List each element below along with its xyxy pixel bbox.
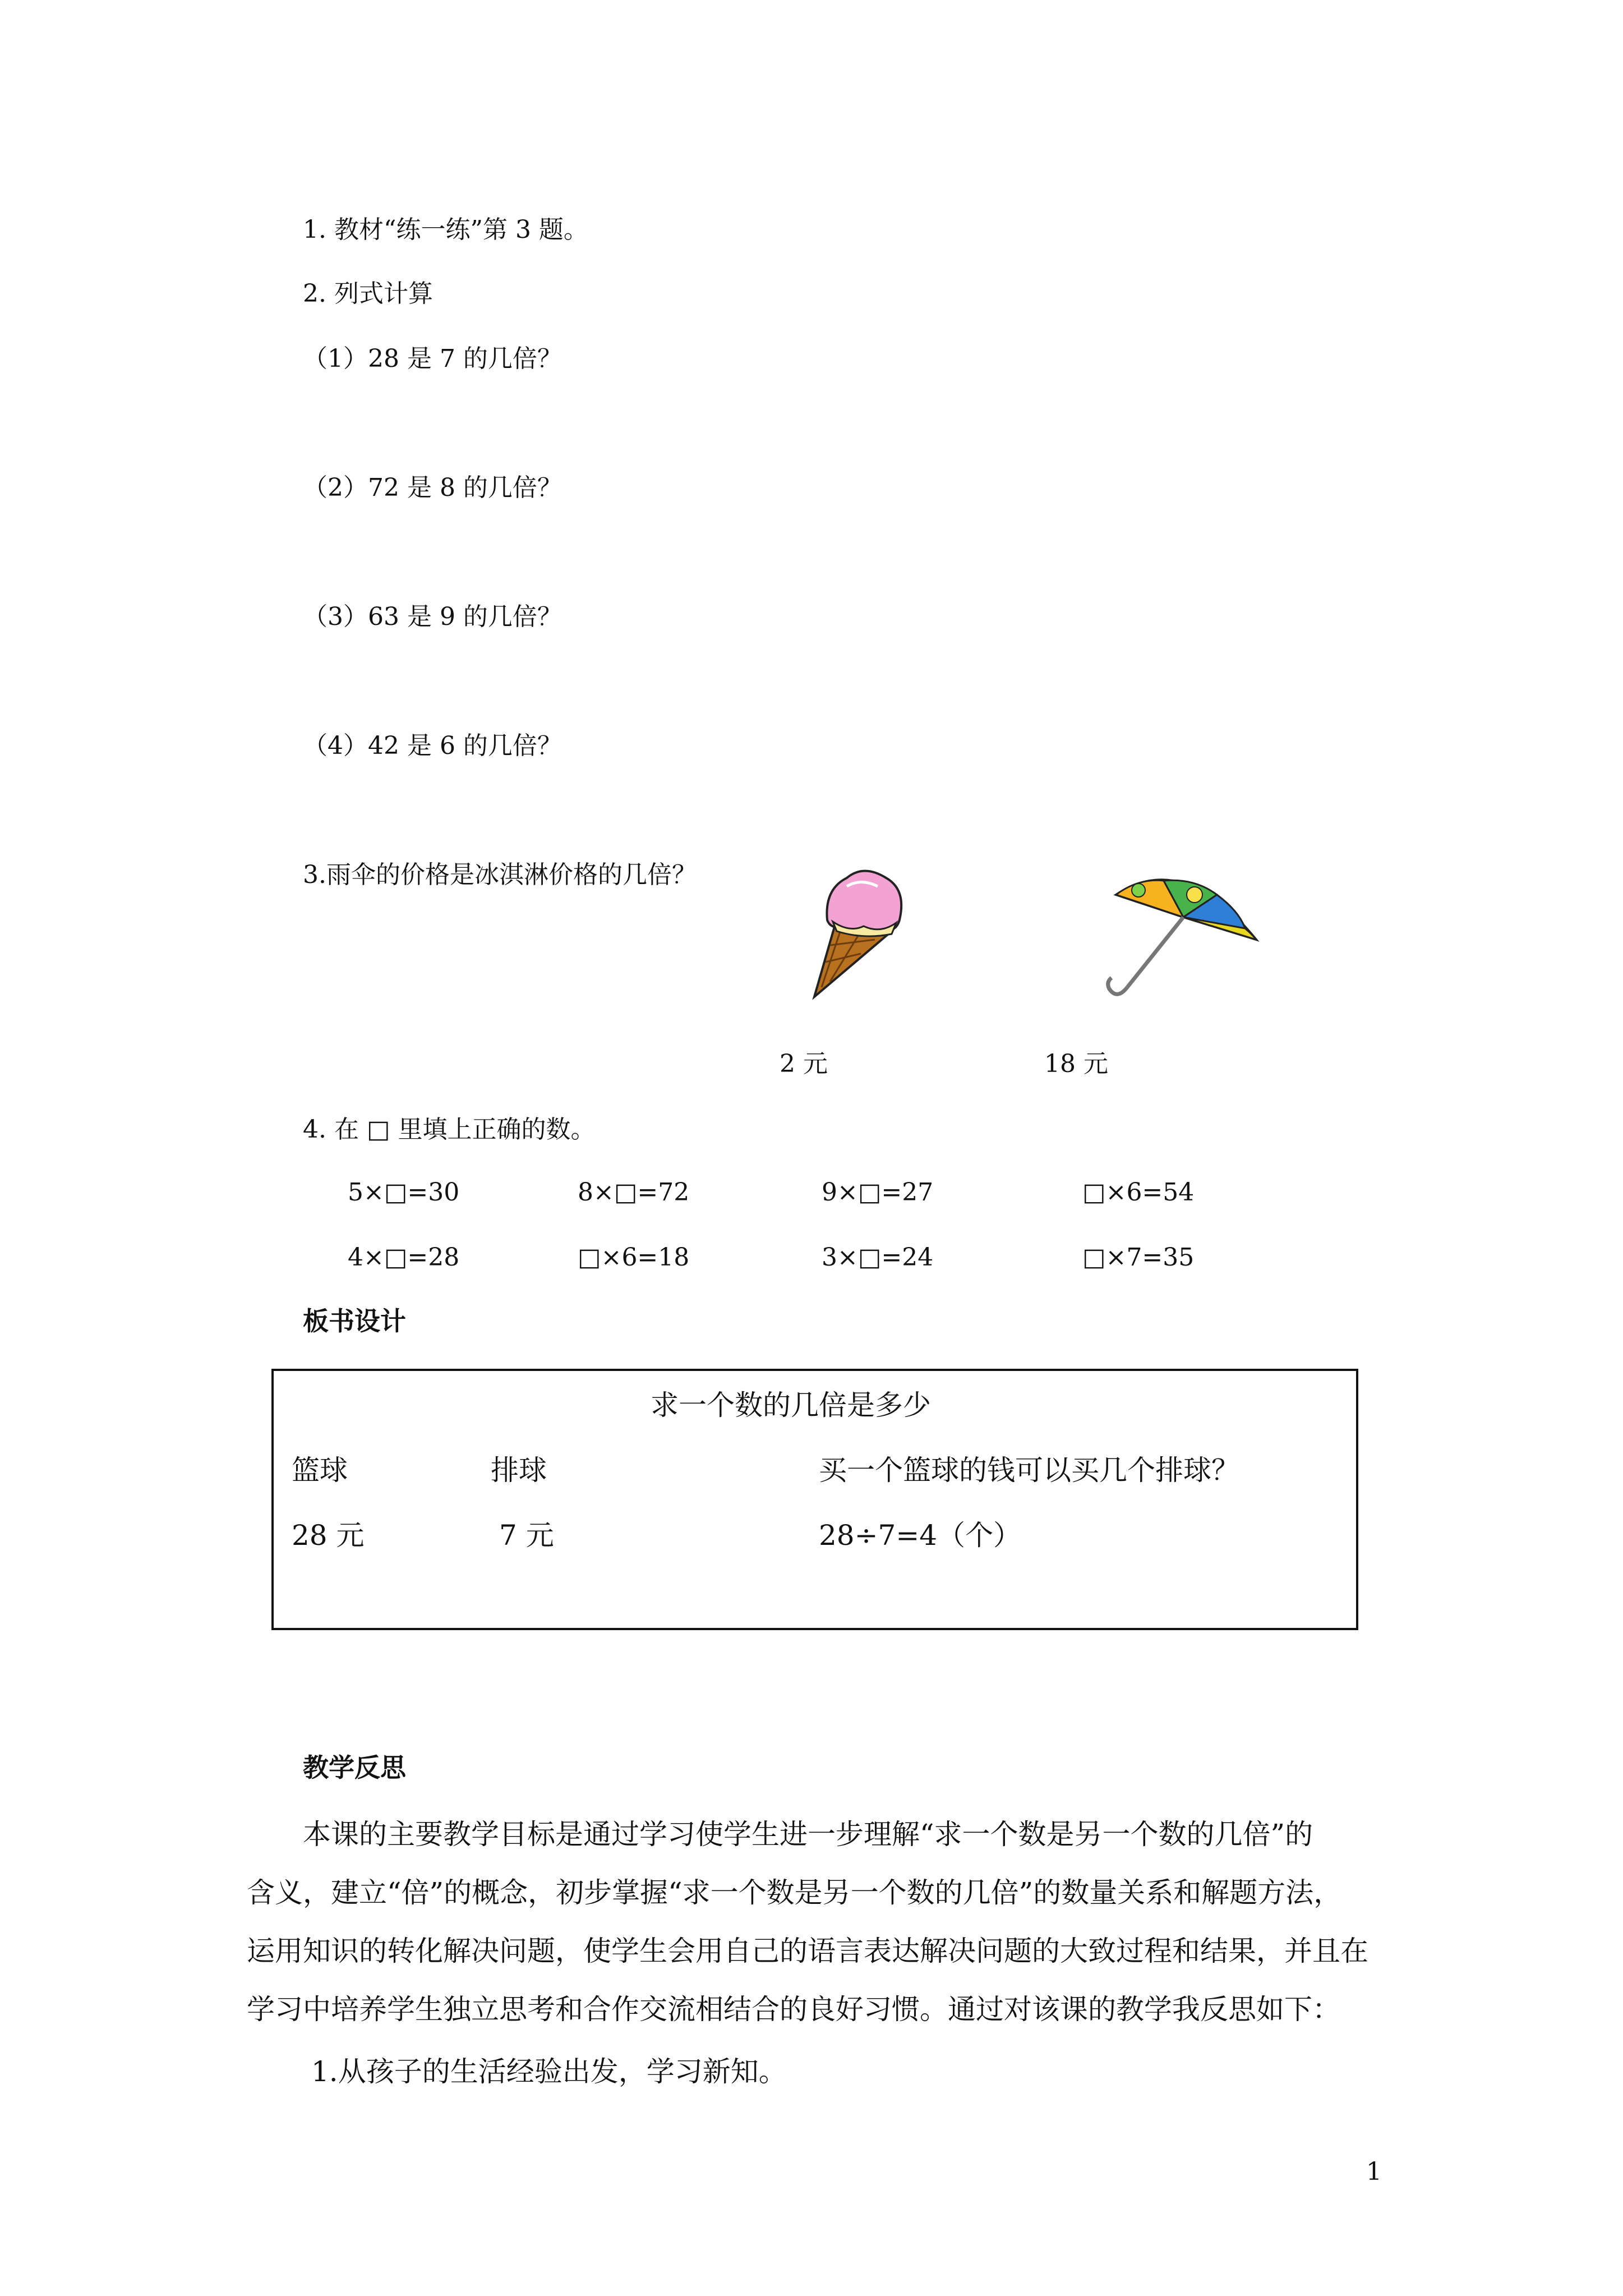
ice-cream-icon bbox=[808, 855, 920, 1001]
board-question: 买一个篮球的钱可以买几个排球？ bbox=[819, 1454, 1239, 1487]
fill-item: 5×□=30 bbox=[348, 1178, 460, 1207]
board-volleyball-price: 7 元 bbox=[499, 1519, 554, 1552]
fill-item: 9×□=27 bbox=[822, 1178, 934, 1207]
board-title: 求一个数的几倍是多少 bbox=[651, 1389, 931, 1421]
umbrella-price: 18 元 bbox=[1044, 1050, 1108, 1078]
fill-item: □×6=54 bbox=[1082, 1178, 1195, 1207]
reflection-line: 运用知识的转化解决问题，使学生会用自己的语言表达解决问题的大致过程和结果，并且在 bbox=[247, 1935, 1368, 1967]
question-4: （4）42 是 6 的几倍？ bbox=[303, 731, 562, 760]
reflection-line: 含义，建立“倍”的概念，初步掌握“求一个数是另一个数的几倍”的数量关系和解题方法， bbox=[247, 1876, 1342, 1909]
reflection-point-1: 1.从孩子的生活经验出发，学习新知。 bbox=[311, 2055, 787, 2088]
question-3: （3）63 是 9 的几倍？ bbox=[303, 602, 562, 631]
reflection-paragraph bbox=[247, 1805, 1385, 2039]
fill-item: □×6=18 bbox=[578, 1243, 690, 1272]
reflection-line: 学习中培养学生独立思考和合作交流相结合的良好习惯。通过对该课的教学我反思如下： bbox=[247, 1993, 1340, 2026]
question-1: （1）28 是 7 的几倍？ bbox=[303, 344, 562, 373]
board-basketball-price: 28 元 bbox=[292, 1519, 365, 1552]
umbrella-icon bbox=[1105, 855, 1273, 1001]
fill-item: 3×□=24 bbox=[822, 1243, 934, 1272]
ice-cream-price: 2 元 bbox=[780, 1050, 828, 1078]
reflection-heading: 教学反思 bbox=[303, 1752, 406, 1783]
reflection-line: 本课的主要教学目标是通过学习使学生进一步理解“求一个数是另一个数的几倍”的 bbox=[303, 1818, 1313, 1851]
fill-item: □×7=35 bbox=[1082, 1243, 1195, 1272]
board-answer: 28÷7=4（个） bbox=[819, 1519, 1022, 1552]
board-heading: 板书设计 bbox=[303, 1306, 406, 1336]
question-2: （2）72 是 8 的几倍？ bbox=[303, 473, 562, 502]
exercise-3: 3.雨伞的价格是冰淇淋价格的几倍？ bbox=[303, 861, 697, 889]
page-number: 1 bbox=[1366, 2157, 1382, 2186]
board-basketball-label: 篮球 bbox=[292, 1454, 348, 1487]
exercise-1: 1. 教材“练一练”第 3 题。 bbox=[303, 215, 588, 244]
exercise-4: 4. 在 □ 里填上正确的数。 bbox=[303, 1115, 596, 1144]
fill-item: 4×□=28 bbox=[348, 1243, 460, 1272]
board-volleyball-label: 排球 bbox=[491, 1454, 547, 1487]
fill-item: 8×□=72 bbox=[578, 1178, 690, 1207]
exercise-2: 2. 列式计算 bbox=[303, 279, 433, 308]
